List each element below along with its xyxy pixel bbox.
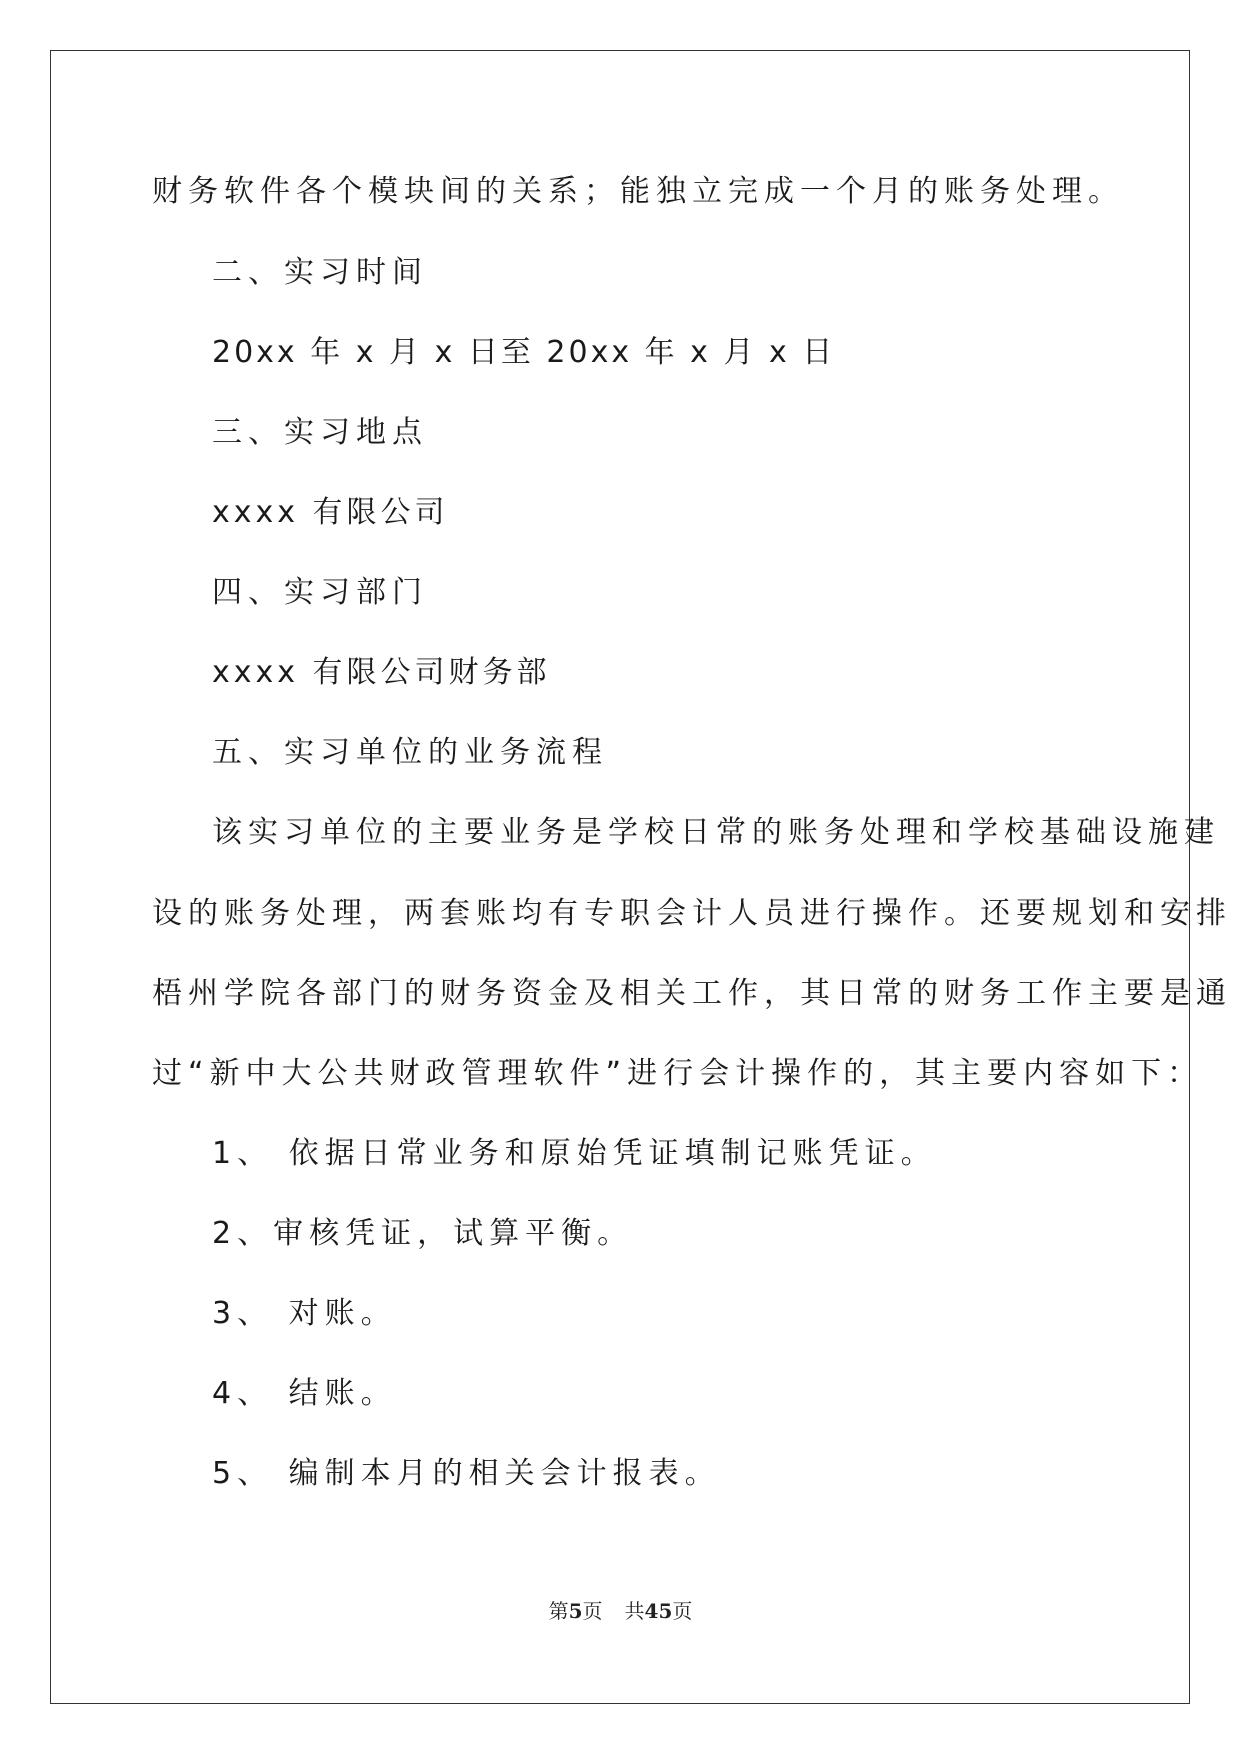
paragraph-line: 过“新中大公共财政管理软件”进行会计操作的，其主要内容如下： xyxy=(152,1056,1204,1091)
paragraph-line: 该实习单位的主要业务是学校日常的账务处理和学校基础设施建 xyxy=(212,815,1220,850)
section-heading: 四、实习部门 xyxy=(212,575,428,610)
paragraph-line: 设的账务处理，两套账均有专职会计人员进行操作。还要规划和安排 xyxy=(152,896,1232,931)
paragraph-line: 财务软件各个模块间的关系；能独立完成一个月的账务处理。 xyxy=(152,174,1124,209)
list-item: 5、 编制本月的相关会计报表。 xyxy=(212,1456,721,1491)
footer-total-pages: 45 xyxy=(644,1599,673,1623)
list-item: 4、 结账。 xyxy=(212,1376,397,1411)
page-footer xyxy=(0,1598,1241,1624)
list-item: 3、 对账。 xyxy=(212,1296,397,1331)
section-heading: 二、实习时间 xyxy=(212,255,428,290)
paragraph-line: 20xx 年 x 月 x 日至 20xx 年 x 月 x 日 xyxy=(212,335,836,370)
list-item: 2、审核凭证，试算平衡。 xyxy=(212,1216,634,1251)
footer-page-prefix: 第 xyxy=(548,1599,569,1623)
section-heading: 五、实习单位的业务流程 xyxy=(212,735,608,770)
footer-page-number: 5 xyxy=(568,1599,583,1623)
paragraph-line: xxxx 有限公司 xyxy=(212,495,449,530)
footer-total-suffix: 页 xyxy=(672,1599,693,1623)
list-item: 1、 依据日常业务和原始凭证填制记账凭证。 xyxy=(212,1136,937,1171)
footer-total-prefix: 共 xyxy=(624,1599,645,1623)
paragraph-line: xxxx 有限公司财务部 xyxy=(212,655,551,690)
document-body xyxy=(152,0,1232,1754)
section-heading: 三、实习地点 xyxy=(212,415,428,450)
paragraph-line: 梧州学院各部门的财务资金及相关工作，其日常的财务工作主要是通 xyxy=(152,976,1232,1011)
footer-page-suffix: 页 xyxy=(582,1599,603,1623)
